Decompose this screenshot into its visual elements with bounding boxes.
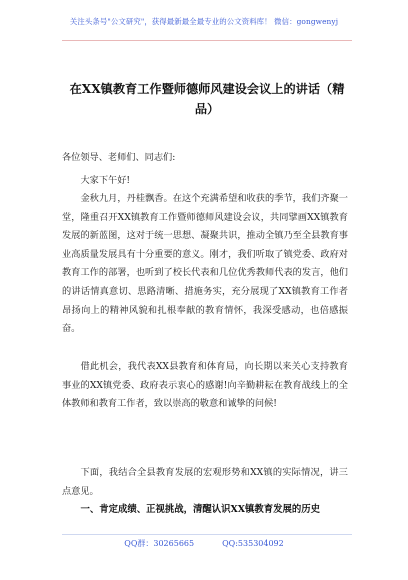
greeting: 大家下午好! [80, 175, 131, 186]
paragraph: 借此机会，我代表XX县教育和体育局，向长期以来关心支持教育事业的XX镇党委、政府表示衷心的感谢!向辛勤耕耘在教育战线上的全体教师和教育工作者，致以崇高的敬意和诚挚的问候! [62, 361, 348, 410]
paragraph: 金秋九月，丹桂飘香。在这个充满希望和收获的季节，我们齐聚一堂，隆重召开XX镇教育工作暨师德师风建设会议，共同擘画XX镇教育发展的新蓝图，这对于统一思想、凝聚共识，推动全镇乃至全县教育事业高质量发展具有十分重要的意义。刚才，我们听取了镇党委、政府对教育工作的部署，也听到了校长代表和几位优秀教师代表的发言，他们的讲话情真意切、思路清晰、措施务实，充分展现了XX镇教育工作者昂扬向上的精神风貌和扎根奉献的教育情怀，我深受感动，也倍感振奋。 [62, 193, 348, 335]
header-banner: 关注头条号"公文研究"，获得最新最全最专业的公文资料库！ 微信：gongwenyj [69, 17, 339, 26]
footer-divider [62, 534, 352, 535]
footer [0, 538, 408, 549]
header-divider [62, 40, 352, 41]
document-title: 在XX镇教育工作暨师德师风建设会议上的讲话（精品） [69, 82, 345, 116]
paragraph: 下面，我结合全县教育发展的宏观形势和XX镇的实际情况，讲三点意见。 [62, 467, 348, 497]
footer-qq-group: QQ群：30265665 [124, 539, 195, 548]
footer-qq: QQ:535304092 [222, 539, 284, 548]
salutation: 各位领导、老师们、同志们: [62, 152, 176, 163]
section-heading: 一、肯定成绩、正视挑战，清醒认识XX镇教育发展的历史 [80, 504, 321, 515]
